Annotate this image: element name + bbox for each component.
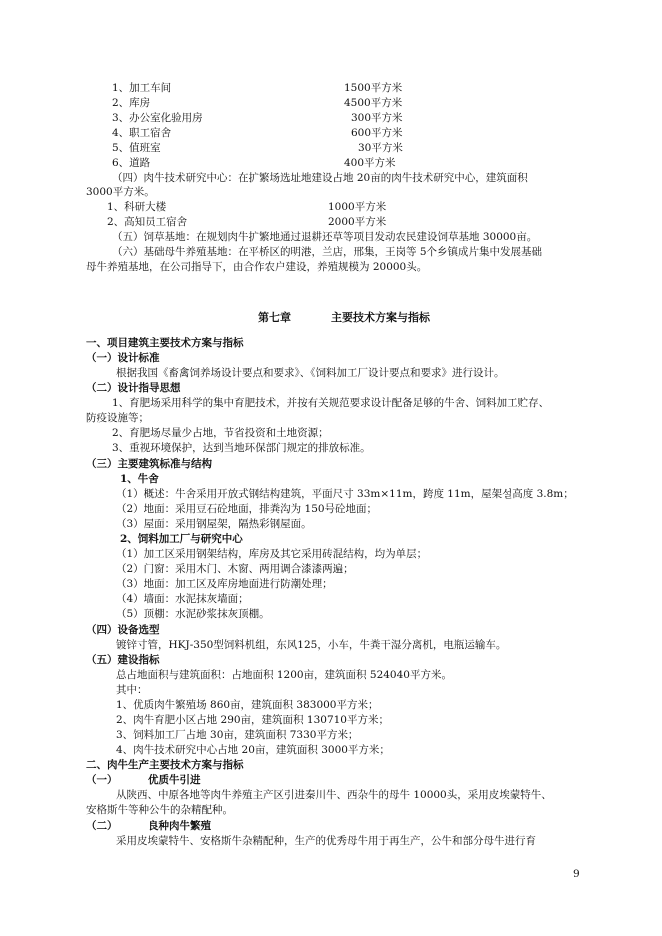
research-center-text-cont: 3000平方米。 xyxy=(86,186,155,198)
list-item: （2）门窗：采用木门、木窗、两用调合漆漆两遍； xyxy=(116,563,354,575)
chapter-number: 第七章 xyxy=(258,311,291,324)
paragraph: 1、育肥场采用科学的集中育肥技术，并按有关规范要求设计配备足够的牛舍、饲料加工贮存、 xyxy=(112,397,550,409)
paragraph-cont: 防疫设施等； xyxy=(86,412,149,424)
area-item-value: 300平方米 xyxy=(351,112,403,124)
subsection-heading: （三）主要建筑标准与结构 xyxy=(86,458,212,470)
paragraph-cont: 安格斯牛等种公牛的杂精配种。 xyxy=(86,804,233,816)
subsection-number: （一） xyxy=(86,774,118,786)
item-heading: 1、牛舍 xyxy=(120,473,159,485)
area-item-label: 2、库房 xyxy=(112,97,151,109)
page-number: 9 xyxy=(573,868,580,880)
research-item-value: 2000平方米 xyxy=(328,216,387,228)
area-item-label: 1、加工车间 xyxy=(112,82,172,94)
list-item: 3、饲料加工厂占地 30亩，建筑面积 7330平方米； xyxy=(116,729,359,741)
area-item-value: 400平方米 xyxy=(344,157,396,169)
subsection-heading: （五）建设指标 xyxy=(86,654,160,666)
list-item: 4、肉牛技术研究中心占地 20亩，建筑面积 3000平方米； xyxy=(116,744,390,756)
subsection-heading: （二）设计指导思想 xyxy=(86,382,181,394)
forage-base-text: （五）饲草基地：在规划肉牛扩繁地通过退耕还草等项目发动农民建设饲草基地 30000亩。 xyxy=(112,231,538,243)
paragraph: 根据我国《畜禽饲养场设计要点和要求》、《饲料加工厂设计要点和要求》进行设计。 xyxy=(116,367,505,379)
list-item: （2）地面：采用豆石砼地面，排粪沟为 150号砼地面； xyxy=(116,503,378,515)
paragraph: 总占地面积与建筑面积：占地面积 1200亩，建筑面积 524040平方米。 xyxy=(116,669,452,681)
area-item-value: 600平方米 xyxy=(351,127,403,139)
area-item-label: 6、道路 xyxy=(112,157,151,169)
research-center-text: （四）肉牛技术研究中心：在扩繁场选址地建设占地 20亩的肉牛技术研究中心，建筑面积 xyxy=(112,172,528,184)
research-item-label: 2、高知员工宿舍 xyxy=(107,216,188,228)
research-item-label: 1、科研大楼 xyxy=(107,201,167,213)
section-heading: 一、项目建筑主要技术方案与指标 xyxy=(86,337,244,349)
subsection-heading: （四）设备选型 xyxy=(86,624,160,636)
area-item-label: 3、办公室化验用房 xyxy=(112,112,203,124)
paragraph: 从陕西、中原各地等肉牛养殖主产区引进秦川牛、西杂牛的母牛 10000头，采用皮埃蒙特牛、 xyxy=(116,789,552,801)
subsection-title: 优质牛引进 xyxy=(148,774,201,786)
list-item: （3）地面：加工区及库房地面进行防潮处理； xyxy=(116,578,333,590)
area-item-label: 5、值班室 xyxy=(112,142,161,154)
list-item: （4）墙面：水泥抹灰墙面； xyxy=(116,593,249,605)
list-item: （1）加工区采用钢架结构，库房及其它采用砖混结构，均为单层； xyxy=(116,548,428,560)
item-heading: 2、饲料加工厂与研究中心 xyxy=(120,533,243,545)
list-item: 2、肉牛育肥小区占地 290亩，建筑面积 130710平方米； xyxy=(116,714,389,726)
subsection-heading: （一）设计标准 xyxy=(86,352,160,364)
paragraph: 采用皮埃蒙特牛、安格斯牛杂精配种，生产的优秀母牛用于再生产，公牛和部分母牛进行育 xyxy=(116,835,536,847)
area-item-label: 4、职工宿舍 xyxy=(112,127,172,139)
paragraph: 其中： xyxy=(116,684,148,696)
section-heading: 二、肉牛生产主要技术方案与指标 xyxy=(86,759,244,771)
area-item-value: 30平方米 xyxy=(358,142,403,154)
breeding-base-text-cont: 母牛养殖基地，在公司指导下，由合作农户建设，养殖规模为 20000头。 xyxy=(86,261,428,273)
breeding-base-text: （六）基础母牛养殖基地：在平桥区的明港，兰店，邢集，王岗等 5个乡镇成片集中发展基础 xyxy=(112,246,543,258)
subsection-number: （二） xyxy=(86,820,118,832)
list-item: （1）概述：牛舍采用开放式钢结构建筑，平面尺寸 33m×11m，跨度 11m，屋架설高度 3.8m； xyxy=(116,488,574,500)
area-item-value: 1500平方米 xyxy=(344,82,403,94)
research-item-value: 1000平方米 xyxy=(328,201,387,213)
paragraph: 镀锌寸管，HKJ-350型饲料机组，东风125，小车，牛粪干湿分离机，电瓶运输车。 xyxy=(116,639,507,651)
list-item: （5）顶棚：水泥砂浆抹灰顶棚。 xyxy=(116,608,270,620)
list-item: 1、优质肉牛繁殖场 860亩，建筑面积 383000平方米； xyxy=(116,699,379,711)
paragraph: 3、重视环境保护，达到当地环保部门规定的排放标准。 xyxy=(112,442,371,454)
list-item: （3）屋面：采用钢屋架，隔热彩钢屋面。 xyxy=(116,518,312,530)
paragraph: 2、育肥场尽量少占地，节省投资和土地资源； xyxy=(112,427,329,439)
chapter-title: 主要技术方案与指标 xyxy=(331,311,430,324)
subsection-title: 良种肉牛繁殖 xyxy=(148,820,211,832)
area-item-value: 4500平方米 xyxy=(344,97,403,109)
